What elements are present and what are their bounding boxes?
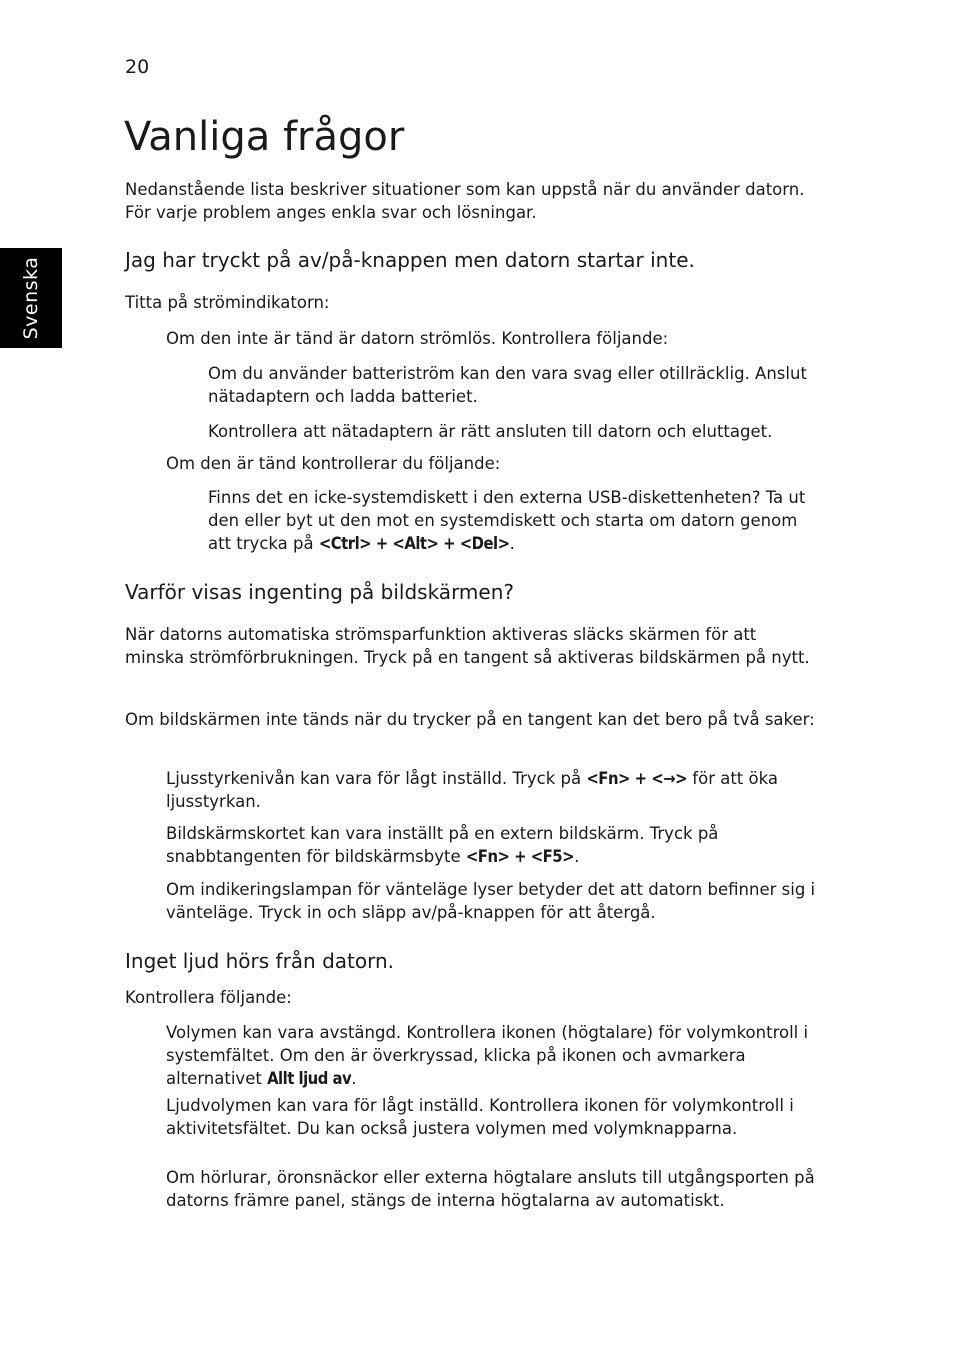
fn-arrow-key: <Fn> + <→> (586, 769, 688, 788)
diskette-text: Finns det en icke-systemdiskett i den externa USB-diskettenheten? Ta ut den eller byt ut den mot en systemdiskett och starta om datorn genom att trycka på (208, 488, 806, 553)
list-item-volume-low: Ljudvolymen kan vara för lågt inställd. Kontrollera ikonen för volymkontroll i aktivitetsfältet. Du kan också justera volymen med volymknapparna. (166, 1096, 794, 1138)
brightness-text: Ljusstyrkenivån kan vara för lågt inställd. Tryck på (166, 769, 587, 788)
section-heading-display: Varför visas ingenting på bildskärmen? (125, 580, 515, 604)
list-item-muted (166, 1021, 816, 1090)
list-item-battery: Om du använder batteriström kan den vara svag eller otillräcklig. Anslut nätadaptern och ladda batteriet. (208, 364, 807, 406)
list-item-external-display (166, 822, 816, 868)
external-display-text: Bildskärmskortet kan vara inställt på en extern bildskärm. Tryck på snabbtangenten för bildskärmsbyte (166, 824, 719, 866)
page-number: 20 (125, 56, 150, 78)
list-item-lit: Om den är tänd kontrollerar du följande: (166, 454, 501, 473)
section-lead-sound: Kontrollera följande: (125, 988, 292, 1007)
display-paragraph-2: Om bildskärmen inte tänds när du trycker på en tangent kan det bero på två saker: (125, 710, 815, 729)
display-paragraph-1: När datorns automatiska strömsparfunktion aktiveras släcks skärmen för att minska strömförbrukningen. Tryck på en tangent så aktiveras bildskärmen på nytt. (125, 625, 810, 667)
section-heading-power: Jag har tryckt på av/på-knappen men datorn startar inte. (125, 248, 695, 272)
language-side-tab (0, 248, 62, 348)
muted-end: . (351, 1069, 357, 1088)
page-title: Vanliga frågor (124, 114, 405, 160)
external-display-end: . (574, 847, 580, 866)
list-item-adapter: Kontrollera att nätadaptern är rätt ansluten till datorn och eluttaget. (208, 422, 773, 441)
list-item-standby: Om indikeringslampan för vänteläge lyser betyder det att datorn befinner sig i vänteläge. Tryck in och släpp av/på-knappen för att återgå. (166, 880, 816, 922)
section-heading-sound: Inget ljud hörs från datorn. (125, 949, 395, 973)
side-tab-label: Svenska (20, 256, 42, 340)
diskette-end: . (509, 534, 515, 553)
muted-text: Volymen kan vara avstängd. Kontrollera ikonen (högtalare) för volymkontroll i systemfältet. Om den är överkryssad, klicka på ikonen och avmarkera alternativet (166, 1023, 809, 1088)
mute-all-option: Allt ljud av (267, 1069, 352, 1088)
brightness-end: för att öka ljusstyrkan. (166, 769, 778, 811)
intro-paragraph: Nedanstående lista beskriver situationer som kan uppstå när du använder datorn. För varje problem anges enkla svar och lösningar. (125, 180, 805, 222)
section-lead-power: Titta på strömindikatorn: (125, 293, 330, 312)
list-item-diskette (208, 486, 818, 555)
list-item-not-lit: Om den inte är tänd är datorn strömlös. Kontrollera följande: (166, 329, 669, 348)
list-item-headphones: Om hörlurar, öronsnäckor eller externa högtalare ansluts till utgångsporten på datorns främre panel, stängs de interna högtalarna av automatiskt. (166, 1168, 815, 1210)
list-item-brightness (166, 767, 816, 813)
ctrl-alt-del-key: <Ctrl> + <Alt> + <Del> (318, 534, 510, 553)
fn-f5-key: <Fn> + <F5> (465, 847, 575, 866)
